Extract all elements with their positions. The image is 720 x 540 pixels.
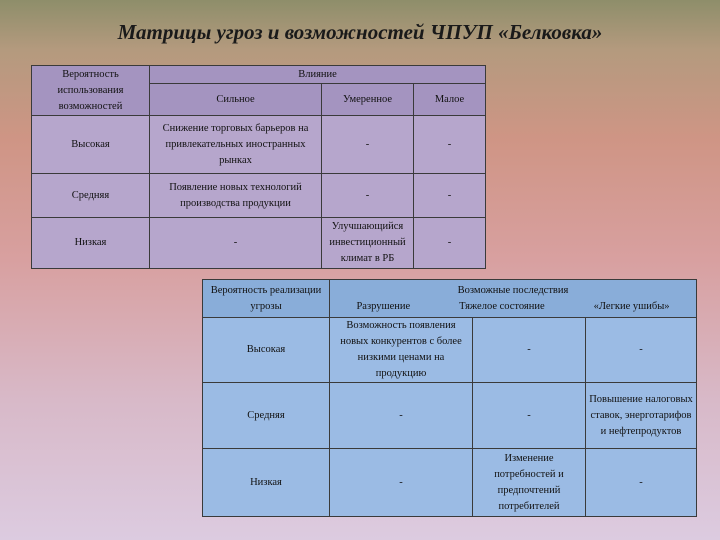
cell: -	[473, 383, 586, 449]
page-title: Матрицы угроз и возможностей ЧПУП «Белковка»	[117, 20, 603, 44]
opportunities-impact-header: Влияние	[150, 66, 486, 84]
consequence-labels	[332, 299, 694, 315]
table-row	[32, 174, 486, 218]
consequences-group-label: Возможные последствия	[457, 284, 569, 296]
threats-probability-header: Вероятность реализации угрозы	[203, 280, 330, 318]
table-row	[203, 318, 697, 383]
cell: -	[473, 318, 586, 383]
cell: Изменение потребностей и предпочтений потребителей	[473, 449, 586, 517]
table-row	[32, 218, 486, 269]
opportunities-probability-header: Вероятность использования возможностей	[32, 66, 150, 116]
cell: Возможность появления новых конкурентов с более низкими ценами на продукцию	[330, 318, 473, 383]
row-level: Низкая	[203, 449, 330, 517]
cell: Улучшающийся инвестиционный климат в РБ	[322, 218, 414, 269]
cell: -	[330, 449, 473, 517]
threats-matrix	[202, 279, 697, 517]
cell: Повышение налоговых ставок, энерготарифов и нефтепродуктов	[586, 383, 697, 449]
consequence-light-header: «Легкие ушибы»	[593, 300, 670, 312]
cell: Снижение торговых барьеров на привлекательных иностранных рынках	[150, 116, 322, 174]
cell: -	[414, 116, 486, 174]
cell: -	[322, 174, 414, 218]
row-level: Средняя	[32, 174, 150, 218]
consequence-destruction-header: Разрушение	[356, 300, 411, 312]
cell: -	[150, 218, 322, 269]
cell: -	[586, 449, 697, 517]
table-row	[203, 383, 697, 449]
threats-consequences-header	[330, 280, 697, 318]
row-level: Средняя	[203, 383, 330, 449]
cell: -	[414, 218, 486, 269]
impact-moderate-header: Умеренное	[322, 84, 414, 116]
impact-strong-header: Сильное	[150, 84, 322, 116]
row-level: Высокая	[203, 318, 330, 383]
cell: -	[322, 116, 414, 174]
row-level: Высокая	[32, 116, 150, 174]
cell: -	[414, 174, 486, 218]
cell: Появление новых технологий производства продукции	[150, 174, 322, 218]
opportunities-matrix	[31, 65, 486, 269]
impact-small-header: Малое	[414, 84, 486, 116]
cell: -	[330, 383, 473, 449]
consequence-severe-header: Тяжелое состояние	[459, 300, 545, 312]
table-row	[203, 449, 697, 517]
row-level: Низкая	[32, 218, 150, 269]
cell: -	[586, 318, 697, 383]
table-row	[32, 116, 486, 174]
